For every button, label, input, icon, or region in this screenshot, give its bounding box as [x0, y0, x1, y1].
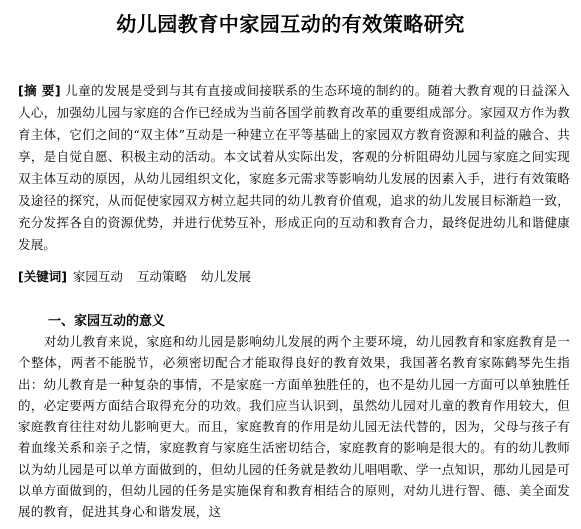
- keyword-item: 互动策略: [136, 269, 187, 284]
- paper-title: 幼儿园教育中家园互动的有效策略研究: [116, 12, 465, 36]
- abstract-block: [18, 80, 570, 256]
- keyword-item: 家园互动: [72, 269, 123, 284]
- abstract-text: 儿童的发展是受到与其有直接或间接联系的生态环境的制约的。随着大教育观的日益深入人心，加强幼儿园与家庭的合作已经成为当前各国学前教育改革的重要组成部分。家园双方作为教育主体，它们之间的“双主体”互动是一种建立在平等基础上的家园双方教育资源和利益的融合、共享，是自觉自愿、积极主动的活动。本文试着从实际出发，客观的分析阻碍幼儿园与家庭之间实现双主体互动的原因，从幼儿园组织文化，家庭多元需求等影响幼儿发展的因素入手，进行有效策略及途径的探究，从而促使家园双方树立起共同的幼儿教育价值观，追求的幼儿发展目标渐趋一致，充分发挥各自的资源优势，并进行优势互补，形成正向的互动和教育合力，最终促进幼儿和谐健康发展。: [18, 83, 570, 252]
- keywords-label: [关键词]: [18, 269, 67, 284]
- keywords-block: [18, 266, 570, 288]
- section-paragraph: 对幼儿教育来说，家庭和幼儿园是影响幼儿发展的两个主要环境，幼儿园教育和家庭教育是一个整体，两者不能脱节，必须密切配合才能取得良好的教育效果，我国著名教育家陈鹤琴先生指出：幼儿教育是一种复杂的事情，不是家庭一方面单独胜任的，也不是幼儿园一方面可以单独胜任的，必定要两方面结合取得充分的功效。我们应当认识到，虽然幼儿园对儿童的教育作用较大，但家庭教育往往对幼儿影响更大。而且，家庭教育的作用是幼儿园无法代替的，因为，父母与孩子有着血缘关系和亲子之情，家庭教育与家庭生活密切结合，家庭教育的影响是很大的。有的幼儿教师以为幼儿园是可以单方面做到的，但幼儿园的任务就是教幼儿唱唱歌、学一点知识，那幼儿园是可以单方面做到的，但幼儿园的任务是实施保育和教育相结合的原则，对幼儿进行智、德、美全面发展的教育，促进其身心和谐发展，这: [18, 334, 570, 520]
- keyword-item: 幼儿发展: [200, 269, 251, 284]
- abstract-label: [摘 要]: [18, 83, 61, 98]
- section-heading: 一、家园互动的意义: [48, 314, 166, 329]
